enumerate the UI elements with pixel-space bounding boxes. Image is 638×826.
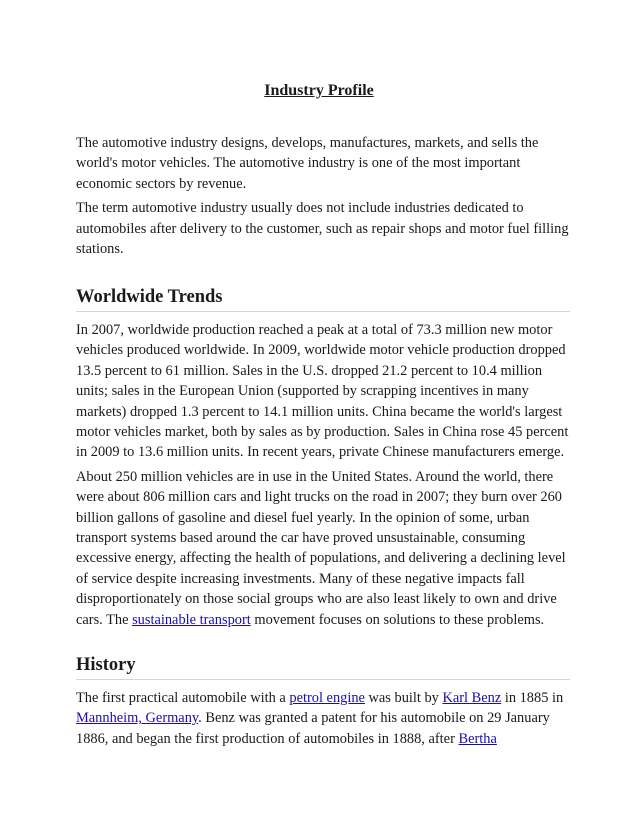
link-petrol-engine[interactable]: petrol engine xyxy=(289,690,365,706)
history-text-1: The first practical automobile with a xyxy=(76,690,290,706)
worldwide-paragraph-2 xyxy=(76,467,570,630)
history-paragraph-1 xyxy=(76,688,570,749)
link-bertha[interactable]: Bertha xyxy=(458,730,497,747)
section-heading-worldwide-trends: Worldwide Trends xyxy=(76,285,570,312)
worldwide-paragraph-2-text-b: movement focuses on solutions to these problems. xyxy=(250,611,545,628)
worldwide-paragraph-2-text-a: About 250 million vehicles are in use in the United States. Around the world, there were about 806 million cars and light trucks on the road in 2007; they burn over 260 billion gallons of gasoline and diesel fuel yearly. In the opinion of some, urban transport systems based around the car have proved unsustainable, consuming excessive energy, affecting the health of populations, and delivering a declining level of service despite increasing investments. Many of these negative impacts fall disproportionately on those social groups who are also least likely to own and drive cars. The xyxy=(76,468,566,628)
link-mannheim-germany[interactable]: Mannheim, Germany xyxy=(76,710,199,727)
link-sustainable-transport[interactable]: sustainable transport xyxy=(132,611,251,628)
worldwide-paragraph-1: In 2007, worldwide production reached a peak at a total of 73.3 million new motor vehicles produced worldwide. In 2009, worldwide motor vehicle production dropped 13.5 percent to 61 million. Sales in the U.S. dropped 21.2 percent to 10.4 million units; sales in the European Union (supported by scrapping incentives in many markets) dropped 1.3 percent to 14.1 million units. China became the world's largest motor vehicles market, both by sales as by production. Sales in China rose 45 percent in 2009 to 13.6 million units. In recent years, private Chinese manufacturers emerge. xyxy=(76,322,569,461)
history-text-3: in 1885 in xyxy=(501,690,564,706)
history-section xyxy=(76,653,570,749)
intro-paragraph-2: The term automotive industry usually does not include industries dedicated to automobiles after delivery to the customer, such as repair shops and motor fuel filling stations. xyxy=(76,200,569,258)
section-heading-history: History xyxy=(76,653,570,680)
worldwide-trends-section xyxy=(76,285,570,630)
page-title: Industry Profile xyxy=(264,82,374,99)
link-karl-benz[interactable]: Karl Benz xyxy=(442,690,502,706)
intro-paragraph-1: The automotive industry designs, develops, manufactures, markets, and sells the world's motor vehicles. The automotive industry is one of the most important economic sectors by revenue. xyxy=(76,135,539,192)
history-text-2: was built by xyxy=(364,690,443,706)
history-text-4: . Benz was granted a patent for his automobile on 29 January 1886, and began the first production of automobiles in 1888, after xyxy=(76,710,550,747)
intro-section xyxy=(76,133,570,259)
